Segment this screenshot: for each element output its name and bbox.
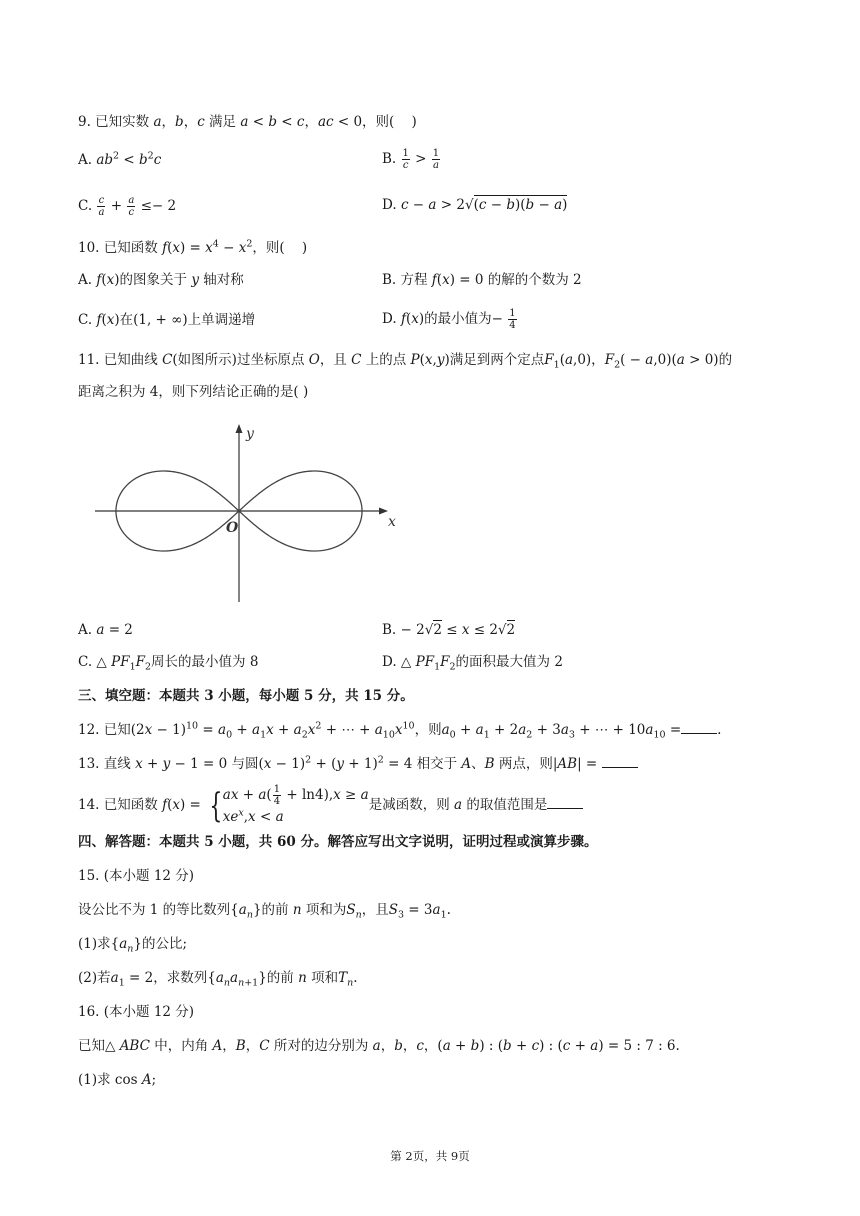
q9-option-b: B. $\frac{1}{c}$ > $\frac{1}{a}$ xyxy=(382,148,440,171)
q10-option-b: B. 方程 f(x) = 0 的解的个数为 2 xyxy=(382,272,582,288)
q13: 13. 直线 x + y − 1 = 0 与圆$(x - 1)^2 + (y + 1)^2 = 4$ 相交于 A、B 两点，则|AB| = xyxy=(78,754,638,774)
q9-stem: 9. 已知实数 a，b，c 满足 a < b < c，ac < 0，则( ) xyxy=(78,114,417,130)
q10-option-d: D. f(x)的最小值为− $\frac{1}{4}$ xyxy=(382,308,516,331)
origin-label: O xyxy=(226,520,239,536)
x-axis-label: x xyxy=(388,514,396,530)
q11-option-a: A. a = 2 xyxy=(78,622,133,638)
q9-option-a: A. $ab^2 < b^2c$ xyxy=(78,150,162,168)
y-axis-arrow xyxy=(236,424,243,433)
q9-option-d: D. c − a > 2√(c − b)(b − a) xyxy=(382,197,568,213)
q11-stem-line1: 11. 已知曲线 C(如图所示)过坐标原点 O，且 C 上的点 P(x,y)满足到两个定点$F_1(a,0)$，$F_2( - a,0)(a > 0)$的 xyxy=(78,352,733,371)
q11-option-c: C. △ $PF_1F_2$周长的最小值为 8 xyxy=(78,654,259,673)
q9-option-c: C. $\frac{c}{a}$ + $\frac{a}{c}$ ≤− 2 xyxy=(78,195,177,218)
q12: 12. 已知$(2x - 1)^{10} = a_0 + a_1x + a_2x^2$ + ⋯ + $a_{10}x^{10}$，则$a_0 + a_1 + 2a_2 + 3a_3$ + ⋯ + $10a_{10}$ = . xyxy=(78,720,722,741)
q15-text: 设公比不为 1 的等比数列$\{a_n\}$的前 n 项和为$S_n$，且$S_3 = 3a_1$. xyxy=(78,902,451,921)
q11-option-b: B. − 2√2 ≤ x ≤ 2√2 xyxy=(382,622,516,638)
lemniscate-figure xyxy=(90,420,410,605)
x-axis-arrow xyxy=(379,508,388,515)
q10-option-a: A. f(x)的图象关于 y 轴对称 xyxy=(78,272,244,288)
y-axis-label: y xyxy=(246,426,254,442)
page-footer: 第 2页，共 9页 xyxy=(390,1149,470,1163)
q11-stem-line2: 距离之积为 4，则下列结论正确的是( ) xyxy=(78,384,309,400)
section4-heading: 四、解答题：本题共 5 小题，共 60 分。解答应写出文字说明，证明过程或演算步骤。 xyxy=(78,834,598,850)
q15-part2: (2)若$a_1 = 2$，求数列$\{a_na_{n+1}\}$的前 n 项和$T_n$. xyxy=(78,970,358,989)
q16-part1: (1)求 cos A; xyxy=(78,1072,157,1088)
q16-head: 16. (本小题 12 分) xyxy=(78,1004,195,1020)
q10-option-c: C. f(x)在(1, + ∞)上单调递增 xyxy=(78,312,256,328)
q16-text: 已知△ ABC 中，内角 A，B，C 所对的边分别为 a，b，c，(a + b) : (b + c) : (c + a) = 5 : 7 : 6. xyxy=(78,1038,680,1054)
section3-heading: 三、填空题：本题共 3 小题，每小题 5 分，共 15 分。 xyxy=(78,688,414,704)
q15-part1: (1)求$\{a_n\}$的公比; xyxy=(78,936,188,955)
q15-head: 15. (本小题 12 分) xyxy=(78,868,195,884)
q10-stem: 10. 已知函数 $f(x) = x^4 - x^2$，则( ) xyxy=(78,238,308,256)
q14: 14. 已知函数 f(x) = { ax + a( $\frac{1}{4}$ + ln4),x ≥ a $xe^x,x < a$ 是减函数，则 a 的取值范围是 xyxy=(78,784,583,827)
q11-option-d: D. △ $PF_1F_2$的面积最大值为 2 xyxy=(382,654,563,673)
